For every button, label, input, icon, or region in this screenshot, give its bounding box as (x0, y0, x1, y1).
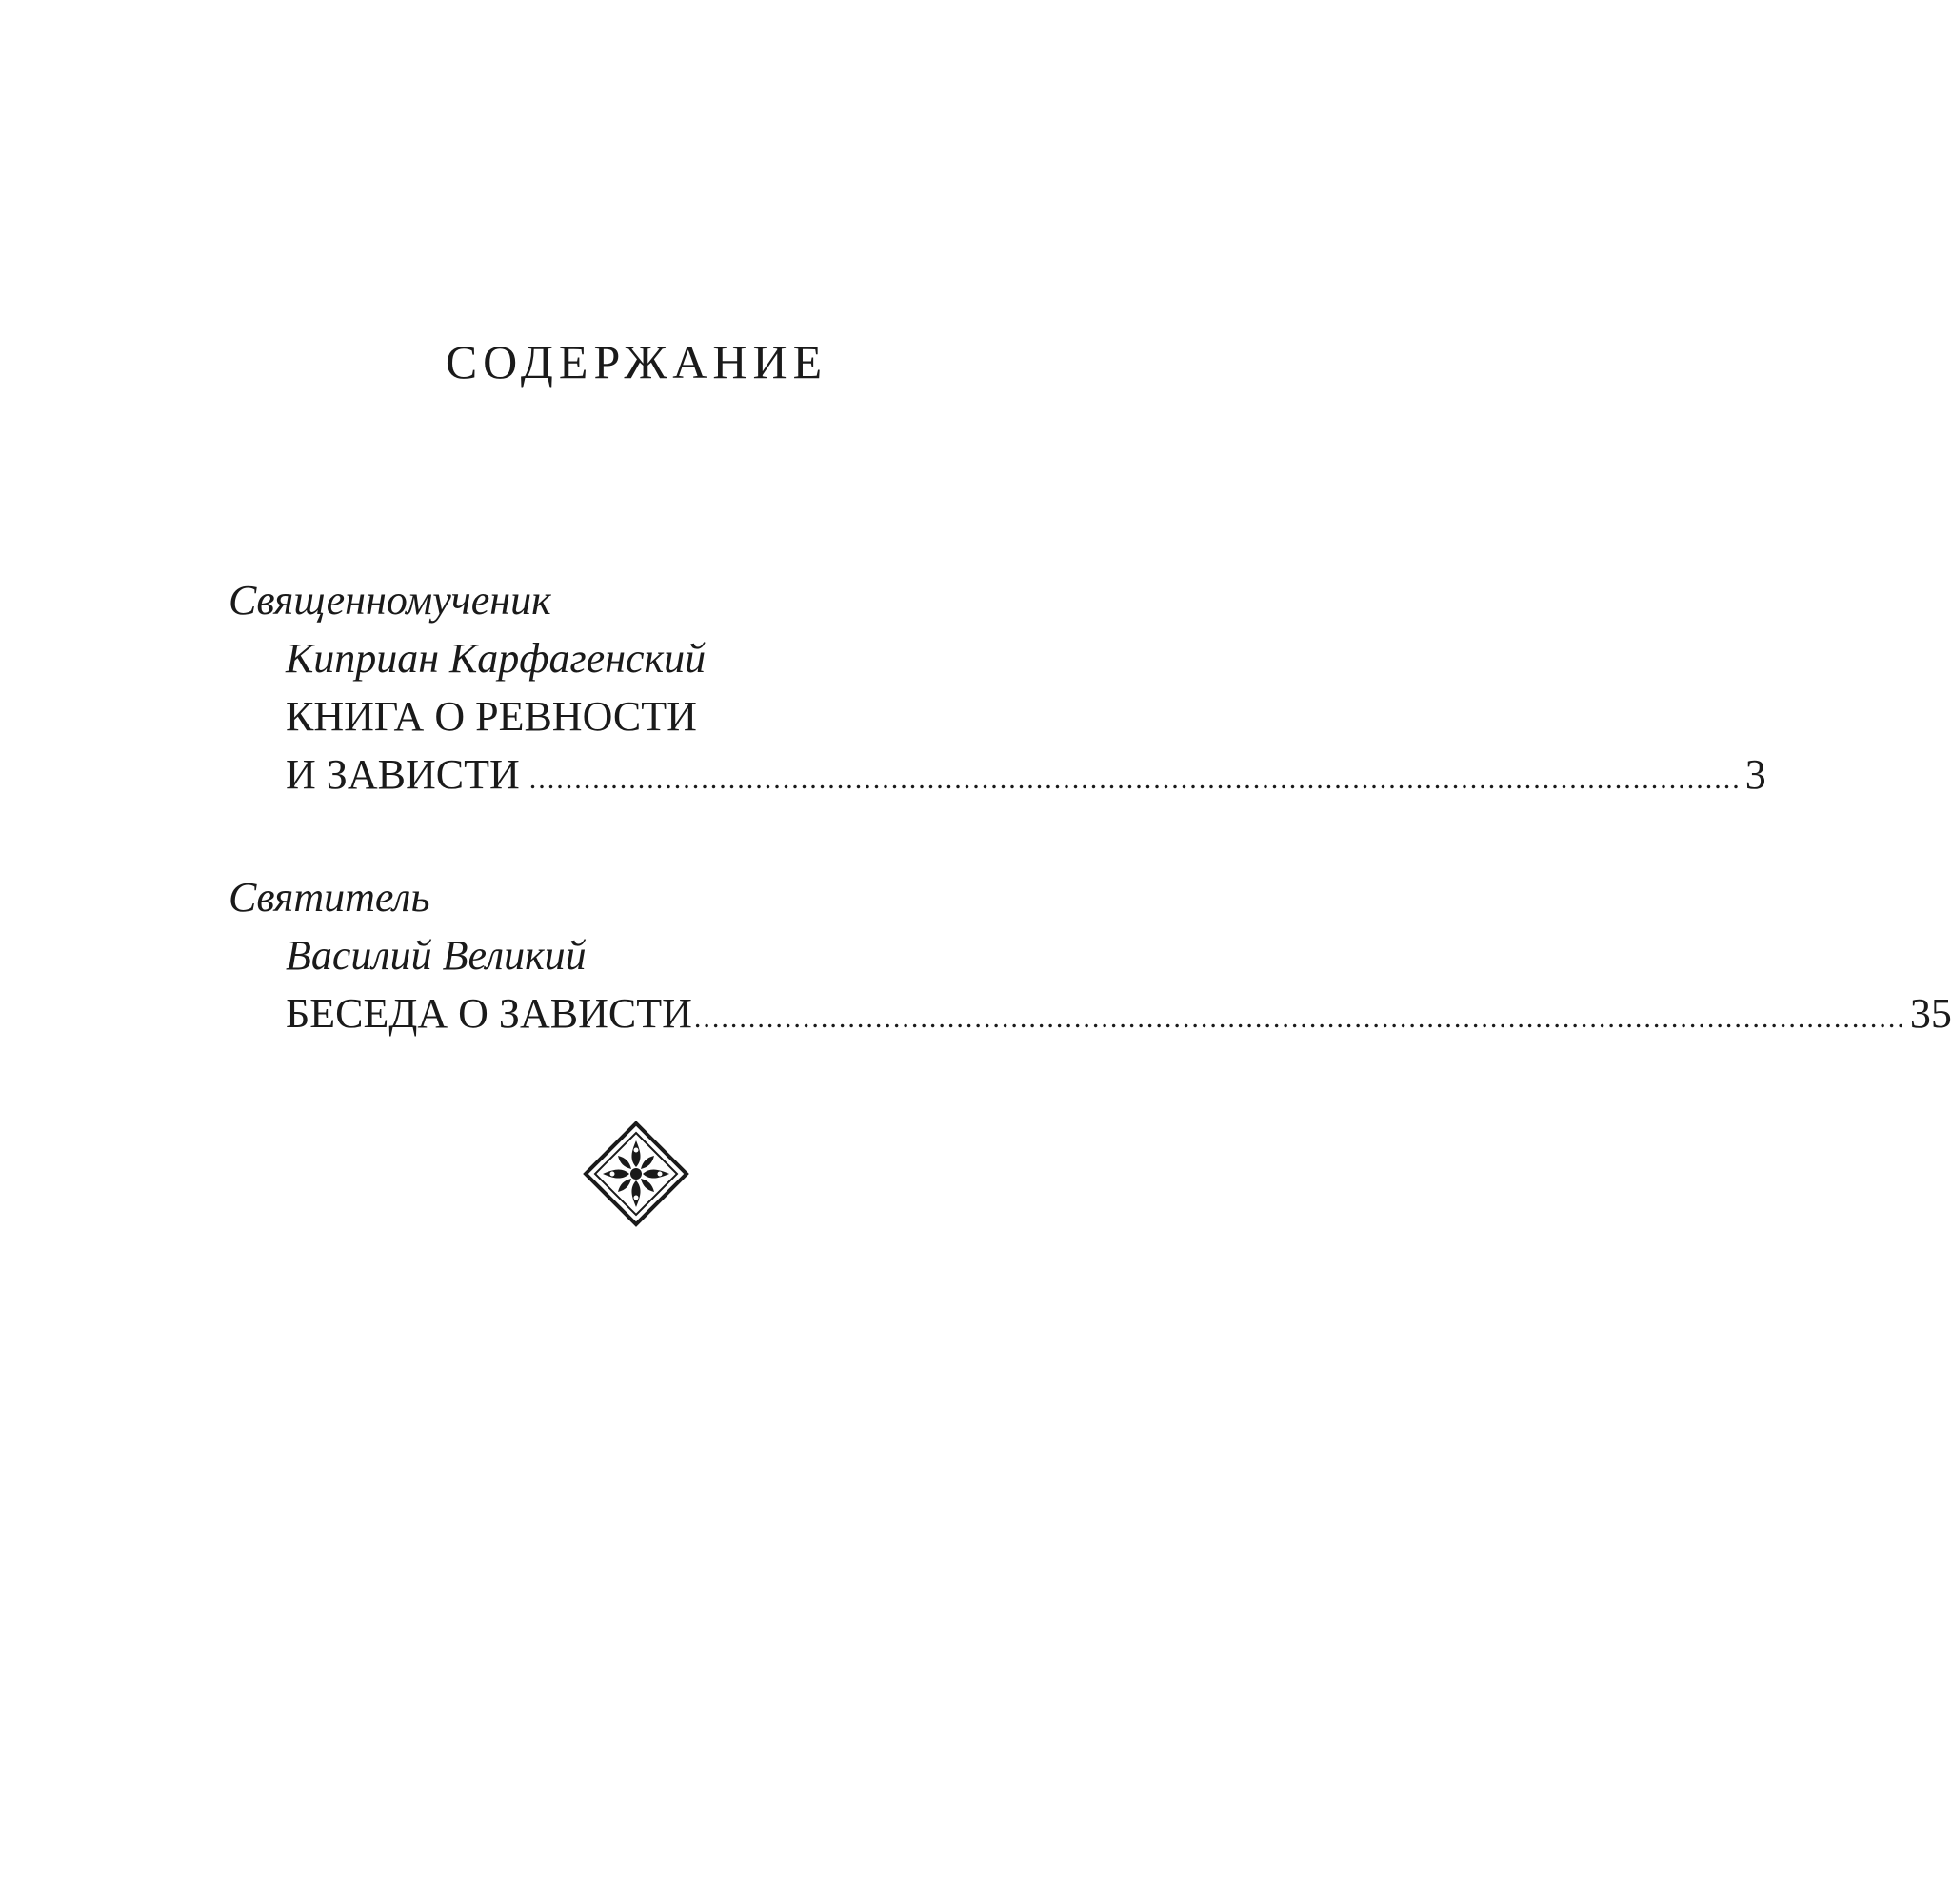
work-title-last-line[interactable] (229, 984, 1952, 1042)
toc-entry (229, 868, 1952, 1042)
diamond-ornament-icon (584, 1121, 688, 1226)
work-title-line: И ЗАВИСТИ (286, 751, 520, 798)
toc-entry (229, 571, 1766, 803)
author-rank: Святитель (229, 874, 430, 921)
contents-heading: СОДЕРЖАНИЕ (445, 335, 828, 388)
table-of-contents (229, 571, 1952, 1042)
dot-leader: ...................................................................................................................................... (693, 1002, 1906, 1034)
page-number: 35 (1909, 990, 1952, 1037)
work-title-line: КНИГА О РЕВНОСТИ (286, 693, 697, 740)
dot-leader: ...................................................................................................................................... (528, 764, 1742, 795)
page-number: 3 (1744, 751, 1766, 798)
author-name: Василий Великий (286, 932, 587, 979)
work-title-line: БЕСЕДА О ЗАВИСТИ (286, 990, 692, 1037)
work-title-last-line[interactable] (229, 745, 1766, 803)
author-rank: Священномученик (229, 577, 551, 624)
author-name: Киприан Карфагенский (286, 635, 707, 682)
